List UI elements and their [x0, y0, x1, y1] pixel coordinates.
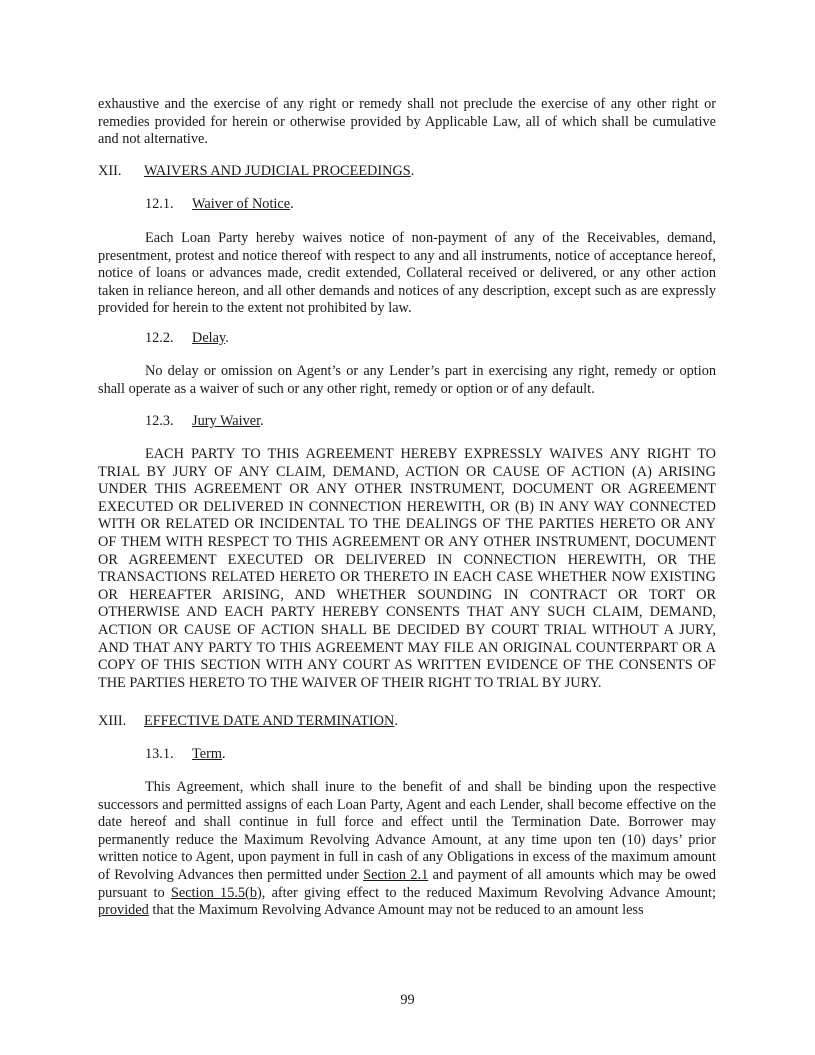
section-12-3-number: 12.3.: [145, 413, 174, 429]
section-15-5b-reference: Section 15.5(b): [170, 884, 262, 901]
article-13-heading: XIII. EFFECTIVE DATE AND TERMINATION.: [98, 713, 398, 729]
section-12-2-title: Delay: [192, 330, 226, 346]
section-12-2-number: 12.2.: [145, 330, 174, 346]
section-12-3-title: Jury Waiver: [192, 413, 261, 429]
article-12-title: WAIVERS AND JUDICIAL PROCEEDINGS: [144, 163, 411, 179]
section-12-1-number: 12.1.: [145, 196, 174, 212]
article-13-title: EFFECTIVE DATE AND TERMINATION: [144, 713, 395, 729]
section-12-1-heading: 12.1. Waiver of Notice.: [145, 196, 294, 212]
article-12-heading: XII. WAIVERS AND JUDICIAL PROCEEDINGS.: [98, 163, 415, 179]
section-12-1-title: Waiver of Notice: [192, 196, 291, 212]
section-13-1-text: This Agreement, which shall inure to the benefit of and shall be binding upon the respective successors and permitted assigns of each Loan Party, Agent and each Lender, shall become effective on the date hereof and shall continue in full force and effect until the Termination Date. Borrower may permanently reduce the Maximum Revolving Advance Amount, at any time upon ten (10) days’ prior written notice to Agent, upon payment in full in cash of any Obligations in excess of the maximum amount of Revolving Advances then permitted under Section 2.1 and payment of all amounts which may be owed pursuant to Section 15.5(b), after giving effect to the reduced Maximum Revolving Advance Amount; provided that the Maximum Revolving Advance Amount may not be reduced to an amount less: [98, 779, 716, 919]
article-12-number: XII.: [98, 163, 122, 179]
section-12-1-text: Each Loan Party hereby waives notice of non-payment of any of the Receivables, demand, presentment, protest and notice thereof with respect to any and all instruments, notice of acceptance hereof, notice of loans or advances made, credit extended, Collateral received or delivered, or any other action taken in reliance hereon, and all other demands and notices of any description, except such as are expressly provided for herein to the extent not prohibited by law.: [98, 230, 716, 317]
provided-term: provided: [98, 902, 149, 919]
section-12-2-heading: 12.2. Delay.: [145, 330, 229, 346]
section-12-3-heading: 12.3. Jury Waiver.: [145, 413, 264, 429]
page-number: 99: [400, 992, 415, 1008]
section-13-1-title: Term: [192, 746, 222, 762]
section-12-3-text: EACH PARTY TO THIS AGREEMENT HEREBY EXPRESSLY WAIVES ANY RIGHT TO TRIAL BY JURY OF ANY CLAIM, DEMAND, ACTION OR CAUSE OF ACTION (A) ARISING UNDER THIS AGREEMENT OR ANY OTHER INSTRUMENT, DOCUMENT OR AGREEMENT EXECUTED OR DELIVERED IN CONNECTION HEREWITH, OR (B) IN ANY WAY CONNECTED WITH OR RELATED OR INCIDENTAL TO THE DEALINGS OF THE PARTIES HERETO OR ANY OF THEM WITH RESPECT TO THIS AGREEMENT OR ANY OTHER INSTRUMENT, DOCUMENT OR AGREEMENT EXECUTED OR DELIVERED IN CONNECTION HEREWITH, OR THE TRANSACTIONS RELATED HERETO OR THERETO IN EACH CASE WHETHER NOW EXISTING OR HEREAFTER ARISING, AND WHETHER SOUNDING IN CONTRACT OR TORT OR OTHERWISE AND EACH PARTY HEREBY CONSENTS THAT ANY SUCH CLAIM, DEMAND, ACTION OR CAUSE OF ACTION SHALL BE DECIDED BY COURT TRIAL WITHOUT A JURY, AND THAT ANY PARTY TO THIS AGREEMENT MAY FILE AN ORIGINAL COUNTERPART OR A COPY OF THIS SECTION WITH ANY COURT AS WRITTEN EVIDENCE OF THE CONSENTS OF THE PARTIES HERETO TO THE WAIVER OF THEIR RIGHT TO TRIAL BY JURY.: [98, 446, 716, 691]
section-13-1-number: 13.1.: [145, 746, 174, 762]
section-2-1-reference: Section 2.1: [363, 866, 429, 883]
intro-paragraph: exhaustive and the exercise of any right or remedy shall not preclude the exercise of any other right or remedies provided for herein or otherwise provided by Applicable Law, all of which shall be cumulative and not alternative.: [98, 96, 716, 148]
section-12-2-text: No delay or omission on Agent’s or any Lender’s part in exercising any right, remedy or option shall operate as a waiver of such or any other right, remedy or option or of any default.: [98, 363, 716, 397]
article-13-number: XIII.: [98, 713, 127, 729]
section-13-1-heading: 13.1. Term.: [145, 746, 226, 762]
